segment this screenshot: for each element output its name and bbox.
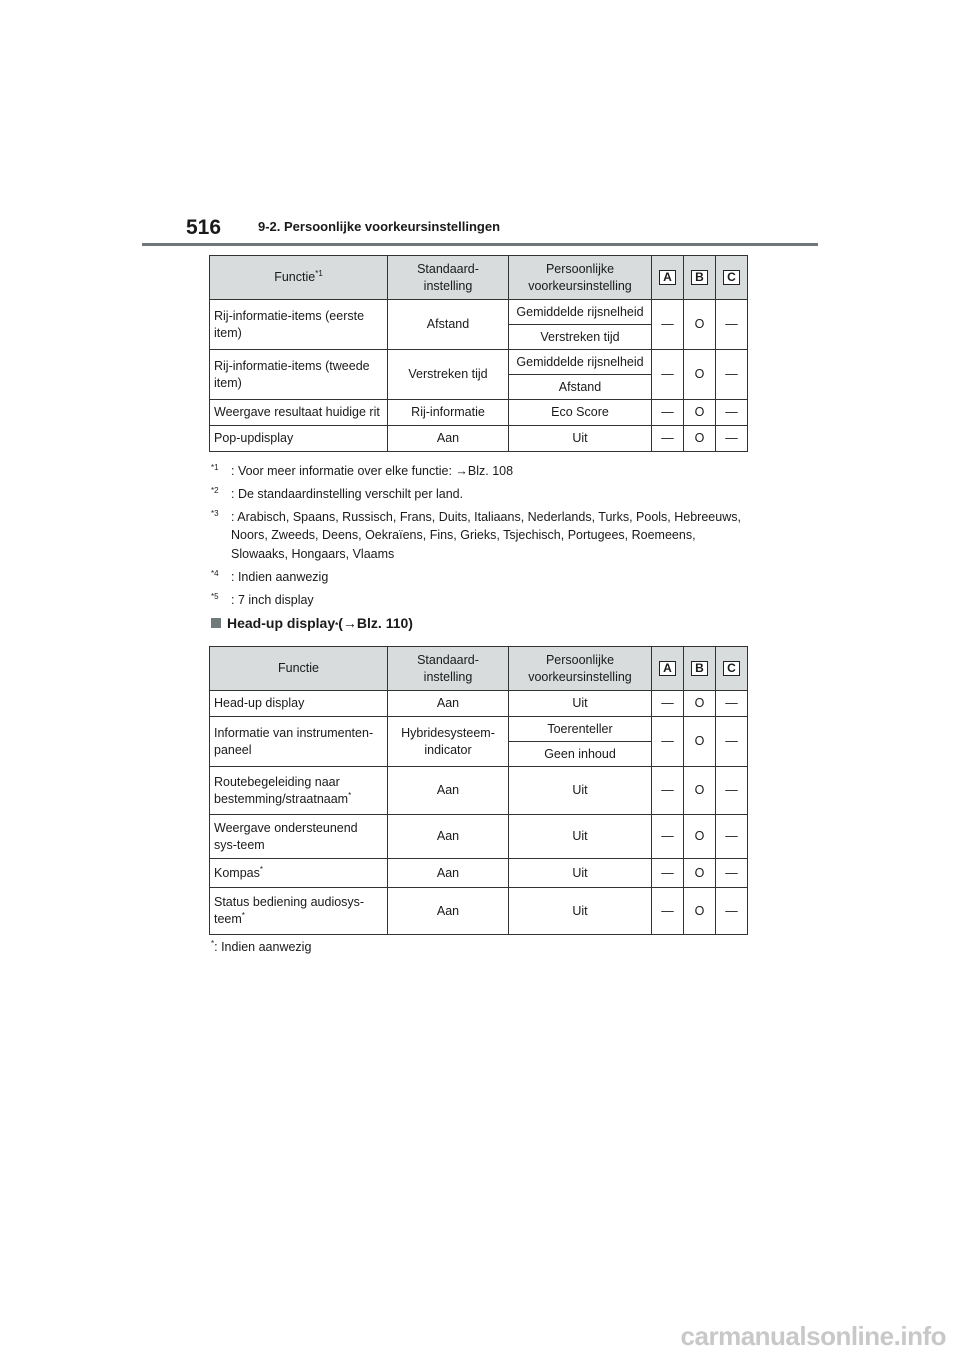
cell-c: — (716, 300, 748, 350)
cell-option: Gemiddelde rijsnelheid (509, 300, 652, 325)
cell-c: — (716, 888, 748, 935)
cell-function: Weergave ondersteunend sys-teem (210, 815, 388, 859)
cell-c: — (716, 426, 748, 452)
cell-b: O (684, 300, 716, 350)
cell-c: — (716, 691, 748, 717)
cell-default: Hybridesysteem-indicator (388, 717, 509, 767)
table-row (210, 859, 748, 888)
cell-a: — (652, 888, 684, 935)
settings-table-head-up-display (209, 646, 748, 935)
table-row (210, 767, 748, 815)
header-divider (142, 243, 818, 246)
cell-b: O (684, 350, 716, 400)
cell-function: Rij-informatie-items (eerste item) (210, 300, 388, 350)
page-number: 516 (186, 216, 222, 239)
cell-default: Aan (388, 815, 509, 859)
cell-function: Kompas* (210, 859, 388, 888)
cell-function: Routebegeleiding naar bestemming/straatnaam* (210, 767, 388, 815)
cell-option: Uit (509, 888, 652, 935)
footnote: $^{*5}$ : 7 inch display (211, 591, 314, 607)
footnote: $^{*3}$ : Arabisch, Spaans, Russisch, Frans, Duits, Italiaans, Nederlands, Turks, Pools, Hebreeuws, Noors, Zweeds, Deens, Oekraïens, Fins, Grieks, Tsjechisch, Portugees, Roemeens, Slowaaks, Hongaars, Vlaams (211, 509, 741, 561)
cell-default: Afstand (388, 300, 509, 350)
cell-a: — (652, 815, 684, 859)
cell-function: Status bediening audiosys-teem* (210, 888, 388, 935)
footnote: $^{*1}$ : Voor meer informatie over elke functie: →Blz. 108 (211, 462, 514, 478)
watermark-logo: carmanualsonline.info (680, 1321, 946, 1351)
cell-option: Eco Score (509, 400, 652, 426)
cell-option: Uit (509, 767, 652, 815)
header-col-b (684, 647, 716, 691)
settings-table-trip-info (209, 255, 748, 452)
cell-function: Informatie van instrumenten-paneel (210, 717, 388, 767)
cell-c: — (716, 815, 748, 859)
header-default-setting: Standaard- instelling (388, 256, 509, 300)
cell-default: Verstreken tijd (388, 350, 509, 400)
header-personal-setting: Persoonlijke voorkeursinstelling (509, 647, 652, 691)
cell-function: Pop-updisplay (210, 426, 388, 452)
cell-default: Aan (388, 691, 509, 717)
cell-option: Verstreken tijd (509, 325, 652, 350)
cell-b: O (684, 717, 716, 767)
head-up-display-heading: Head-up display * (→Blz. 110) (211, 615, 413, 631)
cell-default: Aan (388, 888, 509, 935)
header-personal-setting: Persoonlijke voorkeursinstelling (509, 256, 652, 300)
letter-a-icon: A (659, 270, 676, 285)
cell-option: Toerenteller (509, 717, 652, 742)
letter-a-icon: A (659, 661, 676, 676)
cell-c: — (716, 767, 748, 815)
header-col-c (716, 647, 748, 691)
footnote-availability: *: Indien aanwezig (211, 938, 312, 954)
cell-function: Rij-informatie-items (tweede item) (210, 350, 388, 400)
letter-c-icon: C (723, 661, 740, 676)
table-row (210, 815, 748, 859)
footnote: $^{*2}$ : De standaardinstelling verschilt per land. (211, 485, 464, 502)
letter-b-icon: B (691, 270, 708, 285)
cell-b: O (684, 888, 716, 935)
cell-a: — (652, 300, 684, 350)
table-row (210, 426, 748, 452)
cell-b: O (684, 859, 716, 888)
table-row (210, 400, 748, 426)
table-row (210, 300, 748, 325)
letter-c-icon: C (723, 270, 740, 285)
footnote: $^{*4}$ : Indien aanwezig (211, 568, 329, 584)
cell-b: O (684, 815, 716, 859)
cell-c: — (716, 350, 748, 400)
table-row (210, 888, 748, 935)
cell-option: Afstand (509, 375, 652, 400)
cell-a: — (652, 767, 684, 815)
cell-a: — (652, 691, 684, 717)
table-row (210, 691, 748, 717)
cell-b: O (684, 767, 716, 815)
cell-default: Aan (388, 859, 509, 888)
cell-function: Weergave resultaat huidige rit (210, 400, 388, 426)
cell-a: — (652, 717, 684, 767)
cell-c: — (716, 400, 748, 426)
cell-default: Aan (388, 426, 509, 452)
header-default-setting: Standaard- instelling (388, 647, 509, 691)
cell-b: O (684, 400, 716, 426)
cell-a: — (652, 426, 684, 452)
cell-b: O (684, 426, 716, 452)
cell-option: Geen inhoud (509, 742, 652, 767)
section-title: 9-2. Persoonlijke voorkeursinstellingen (258, 219, 501, 234)
cell-option: Uit (509, 426, 652, 452)
header-function: Functie$^{*1}$ (210, 256, 388, 300)
cell-option: Uit (509, 859, 652, 888)
page-reference-link[interactable]: (→Blz. 110) (338, 615, 413, 631)
square-bullet-icon (211, 618, 221, 628)
header-col-a (652, 647, 684, 691)
cell-option: Gemiddelde rijsnelheid (509, 350, 652, 375)
cell-c: — (716, 717, 748, 767)
header-col-a (652, 256, 684, 300)
table-row (210, 717, 748, 742)
table-row (210, 350, 748, 375)
cell-b: O (684, 691, 716, 717)
cell-option: Uit (509, 815, 652, 859)
cell-a: — (652, 350, 684, 400)
cell-c: — (716, 859, 748, 888)
header-col-b (684, 256, 716, 300)
letter-b-icon: B (691, 661, 708, 676)
header-function: Functie (210, 647, 388, 691)
cell-a: — (652, 400, 684, 426)
cell-default: Aan (388, 767, 509, 815)
cell-function: Head-up display (210, 691, 388, 717)
cell-option: Uit (509, 691, 652, 717)
cell-a: — (652, 859, 684, 888)
cell-default: Rij-informatie (388, 400, 509, 426)
footnotes (211, 462, 751, 614)
header-col-c (716, 256, 748, 300)
